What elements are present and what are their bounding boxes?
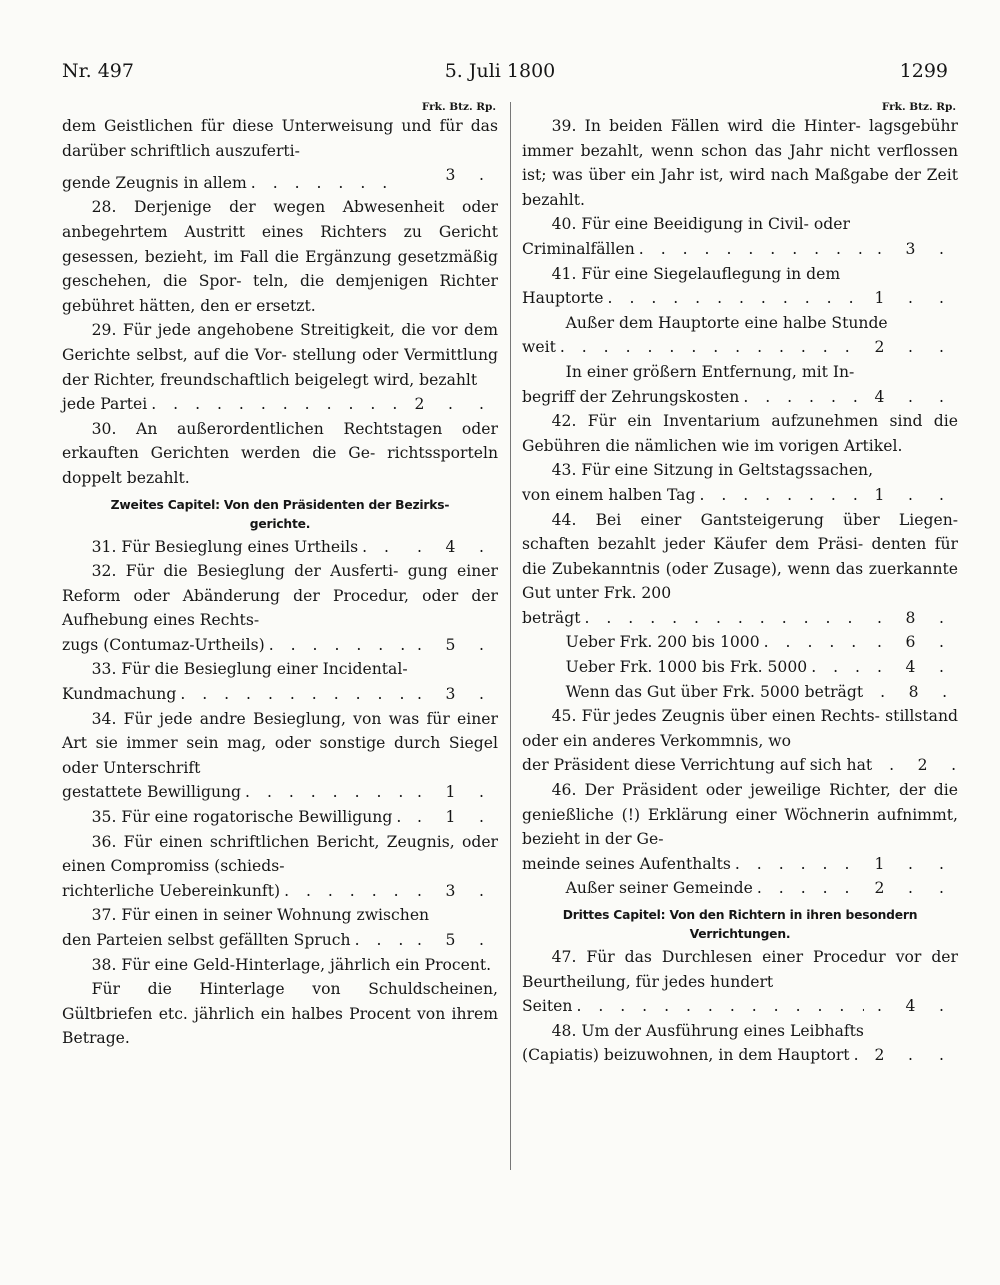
text-line: wenn das zuerkannte Gut unter Frk. 200 bbox=[522, 559, 958, 603]
amount-frk: 2 bbox=[414, 395, 425, 414]
amount-frk: . bbox=[889, 756, 895, 775]
text-line: freundschaftlich beigelegt wird, bezahlt bbox=[160, 370, 478, 389]
fee-article bbox=[62, 977, 498, 1051]
currency-header: Frk. Btz. Rp. bbox=[421, 101, 496, 113]
amount-frk: 4 bbox=[874, 387, 885, 406]
leader-dots bbox=[695, 483, 864, 508]
text-line: Wöchnerin aufnimmt, bezieht in der Ge- bbox=[522, 805, 958, 849]
amount-rp: . bbox=[479, 166, 484, 185]
amount-btz: 1 bbox=[445, 783, 456, 802]
leader-dots bbox=[731, 852, 864, 877]
fee-line bbox=[522, 852, 958, 877]
fee-line-text: jede Partei bbox=[62, 395, 148, 414]
chapter-heading bbox=[522, 906, 958, 944]
leader-dots bbox=[760, 630, 864, 655]
fee-amounts bbox=[404, 392, 498, 417]
leader-dots bbox=[351, 928, 404, 953]
amount-frk: . bbox=[417, 931, 422, 949]
amount-btz: 3 bbox=[445, 166, 456, 185]
leader-dots bbox=[176, 682, 404, 707]
fee-line bbox=[62, 535, 498, 560]
text-line: 47. Für das Durchlesen einer Procedur bbox=[551, 948, 886, 966]
fee-article bbox=[522, 1019, 958, 1044]
amount-frk bbox=[404, 163, 435, 188]
text-line: vor der Beurtheilung, für jedes hundert bbox=[522, 948, 958, 991]
fee-line-text: richterliche Uebereinkunft) bbox=[62, 881, 281, 900]
leader-dots bbox=[241, 780, 404, 805]
fee-line bbox=[62, 805, 498, 830]
text-line: richtssporteln doppelt bezahlt. bbox=[62, 444, 498, 487]
amount-btz: . bbox=[908, 289, 913, 308]
amount-btz: 3 bbox=[445, 881, 456, 900]
text-line: 40. Für eine Beeidigung in Civil- oder bbox=[551, 215, 850, 234]
amount-frk: . bbox=[417, 685, 422, 704]
leader-dots bbox=[280, 879, 404, 904]
fee-line bbox=[62, 163, 498, 195]
fee-article bbox=[62, 417, 498, 491]
fee-article bbox=[522, 311, 958, 336]
amount-rp: . bbox=[939, 879, 944, 898]
text-line: 33. Für die Besieglung einer Incidental- bbox=[91, 660, 408, 679]
amount-btz: 5 bbox=[445, 635, 456, 654]
leader-dots bbox=[604, 286, 864, 311]
amount-rp: . bbox=[939, 1046, 944, 1065]
amount-frk: 2 bbox=[874, 1046, 885, 1065]
fee-line-text: Seiten bbox=[522, 997, 573, 1016]
fee-article bbox=[522, 458, 958, 483]
amount-rp: . bbox=[939, 658, 944, 677]
leader-dots bbox=[753, 876, 864, 901]
leader-dots bbox=[580, 606, 864, 631]
fee-article bbox=[62, 953, 498, 978]
amount-btz: . bbox=[908, 485, 913, 504]
text-line: der die genießliche (!) Erklärung einer bbox=[522, 781, 958, 824]
amount-rp: . bbox=[479, 881, 484, 900]
fee-amounts bbox=[864, 852, 958, 877]
text-line: stellung oder Vermittlung der Richter, bbox=[62, 345, 498, 389]
amount-frk: . bbox=[417, 537, 422, 556]
amount-frk: 2 bbox=[874, 338, 885, 357]
fee-line bbox=[522, 286, 958, 311]
fee-line bbox=[522, 385, 958, 410]
amount-frk: . bbox=[877, 997, 882, 1016]
text-line: Jahr nicht verflossen ist; was über ein bbox=[522, 141, 958, 185]
currency-header: Frk. Btz. Rp. bbox=[881, 101, 956, 113]
text-line: oder anbegehrtem Austritt eines Richters bbox=[62, 198, 498, 241]
fee-amounts bbox=[404, 780, 498, 805]
amount-btz: 5 bbox=[445, 931, 456, 949]
amount-frk: . bbox=[417, 635, 422, 654]
amount-rp: . bbox=[939, 289, 944, 308]
text-line: 32. Für die Besieglung der Ausferti- bbox=[91, 562, 399, 581]
amount-frk: . bbox=[417, 881, 422, 900]
text-line: 45. Für jedes Zeugnis über einen Rechts- bbox=[551, 707, 880, 726]
leader-dots bbox=[358, 535, 404, 560]
column-divider bbox=[510, 102, 511, 1170]
fee-line-text: von einem halben Tag bbox=[522, 485, 696, 504]
amount-rp: . bbox=[479, 931, 484, 949]
fee-article bbox=[62, 195, 498, 318]
leader-dots bbox=[147, 392, 404, 417]
amount-btz: . bbox=[908, 1046, 913, 1065]
text-line: In einer größern Entfernung, mit In- bbox=[565, 362, 855, 381]
amount-btz: 4 bbox=[445, 537, 456, 556]
fee-amounts bbox=[864, 655, 958, 680]
amount-frk: . bbox=[877, 608, 882, 627]
leader-dots bbox=[247, 171, 404, 196]
fee-article bbox=[62, 114, 498, 163]
amount-frk: . bbox=[877, 658, 882, 677]
amount-btz: . bbox=[448, 395, 453, 414]
amount-rp: . bbox=[939, 338, 944, 357]
fee-line-text: der Präsident diese Verrichtung auf sich hat bbox=[522, 756, 873, 775]
fee-article bbox=[522, 778, 958, 852]
fee-line-text: begriff der Zehrungskosten bbox=[522, 387, 740, 406]
amount-rp: . bbox=[942, 682, 948, 701]
right-column bbox=[522, 100, 958, 1068]
amount-rp: . bbox=[479, 395, 484, 414]
amount-frk: . bbox=[417, 783, 422, 802]
amount-btz: 1 bbox=[445, 808, 456, 827]
text-line: Procedur, oder der Aufhebung eines Rechts- bbox=[62, 586, 498, 630]
fee-line-text: gestattete Bewilligung bbox=[62, 783, 242, 802]
fee-article bbox=[522, 114, 958, 212]
fee-amounts bbox=[864, 385, 958, 410]
fee-article bbox=[62, 903, 498, 928]
fee-amounts bbox=[404, 535, 498, 560]
page-number-right: 1299 bbox=[899, 60, 948, 82]
fee-amounts bbox=[404, 928, 498, 953]
text-line: 39. In beiden Fällen wird die Hinter- bbox=[551, 117, 861, 135]
text-line: 29. Für jede angehobene Streitigkeit, bbox=[91, 321, 395, 340]
fee-amounts bbox=[864, 994, 958, 1019]
amount-frk: . bbox=[880, 682, 886, 701]
fee-article bbox=[522, 360, 958, 385]
leader-dots bbox=[807, 655, 864, 680]
leader-dots bbox=[265, 633, 404, 658]
text-line: 36. Für einen schriftlichen Bericht, bbox=[91, 832, 380, 851]
fee-line-text: Wenn das Gut über Frk. 5000 beträgt bbox=[565, 682, 864, 701]
amount-btz: 3 bbox=[445, 685, 456, 704]
fee-line bbox=[62, 392, 498, 417]
fee-amounts bbox=[864, 286, 958, 311]
text-line: 30. An außerordentlichen Rechtstagen bbox=[91, 419, 443, 438]
fee-article bbox=[62, 318, 498, 392]
text-line: zu Gericht gesessen, bezieht, im Fall die bbox=[62, 222, 498, 266]
fee-article bbox=[522, 945, 958, 994]
fee-amounts bbox=[864, 483, 958, 508]
fee-line-text: 35. Für eine rogatorische Bewilligung bbox=[91, 808, 393, 827]
page-date: 5. Juli 1800 bbox=[444, 60, 556, 82]
chapter-heading-line: Zweites Capitel: Von den Präsidenten der Bezirks- bbox=[110, 497, 450, 512]
text-line: Zeugnis, oder einen Compromiss (schieds- bbox=[62, 832, 498, 876]
text-line: Gültbriefen etc. jährlich ein halbes Procent bbox=[62, 1004, 411, 1023]
amount-rp: . bbox=[939, 485, 944, 504]
fee-amounts bbox=[404, 805, 498, 830]
amount-frk: 2 bbox=[874, 879, 885, 898]
fee-amounts bbox=[864, 630, 958, 655]
text-line: gung einer Reform oder Abänderung der bbox=[62, 562, 498, 605]
amount-btz: . bbox=[908, 854, 913, 873]
amount-rp: . bbox=[939, 633, 944, 652]
fee-amounts bbox=[876, 753, 970, 778]
fee-line-text: Criminalfällen bbox=[522, 239, 635, 258]
amount-rp: . bbox=[479, 635, 484, 654]
amount-btz: 4 bbox=[905, 658, 916, 677]
text-line: denten für die Zubekanntnis (oder Zusage), bbox=[522, 535, 958, 578]
amount-rp: . bbox=[939, 387, 944, 406]
leader-dots bbox=[635, 237, 864, 262]
amount-frk: . bbox=[877, 239, 882, 258]
text-line: dem Geistlichen für diese Unterweisung bbox=[62, 117, 394, 135]
fee-article bbox=[522, 704, 958, 753]
text-line: teln, die demjenigen Richter gebühret hätten, bbox=[62, 272, 498, 315]
fee-amounts bbox=[864, 335, 958, 360]
text-line: oder erkauften Gerichten werden die Ge- bbox=[62, 419, 498, 463]
fee-line bbox=[62, 633, 498, 658]
text-line: 34. Für jede andre Besieglung, von bbox=[91, 709, 382, 728]
fee-article bbox=[522, 262, 958, 287]
fee-line bbox=[62, 879, 498, 904]
fee-article bbox=[522, 409, 958, 458]
amount-btz: 3 bbox=[905, 239, 916, 258]
amount-btz: . bbox=[908, 338, 913, 357]
text-line: 48. Um der Ausführung eines Leibhafts bbox=[551, 1021, 864, 1040]
fee-line-text: zugs (Contumaz-Urtheils) bbox=[62, 635, 265, 654]
text-line: 38. Für eine Geld-Hinterlage, jährlich bbox=[91, 955, 391, 974]
fee-amounts bbox=[867, 680, 961, 705]
amount-rp: . bbox=[951, 756, 957, 775]
text-line: ein Procent. bbox=[395, 955, 492, 974]
fee-article bbox=[62, 707, 498, 781]
fee-line bbox=[522, 606, 958, 631]
text-line: und für das darüber schriftlich auszuferti- bbox=[62, 117, 498, 160]
text-line: Ergänzung gesetzmäßig geschehen, die Spor- bbox=[62, 247, 498, 291]
amount-btz: 8 bbox=[908, 682, 919, 701]
text-line: 28. Derjenige der wegen Abwesenheit bbox=[91, 198, 445, 217]
leader-dots bbox=[572, 994, 864, 1019]
fee-article bbox=[62, 559, 498, 633]
fee-line bbox=[522, 655, 958, 680]
amount-frk: 1 bbox=[874, 485, 885, 504]
fee-line-text: weit bbox=[522, 338, 556, 357]
text-line: die vor dem Gerichte selbst, auf die Vor- bbox=[62, 321, 498, 364]
text-line: oder sonstige durch Siegel oder Unterschrift bbox=[62, 734, 498, 777]
fee-line bbox=[522, 680, 958, 705]
amount-btz: 4 bbox=[905, 997, 916, 1016]
text-line: 41. Für eine Siegelauflegung in dem bbox=[551, 264, 841, 283]
fee-line-text: beträgt bbox=[522, 608, 581, 627]
text-line: Außer dem Hauptorte eine halbe Stunde bbox=[565, 313, 888, 332]
amount-rp: . bbox=[479, 685, 484, 704]
fee-line bbox=[522, 483, 958, 508]
text-line: lagsgebühr immer bezahlt, wenn schon das bbox=[522, 117, 958, 160]
fee-article bbox=[62, 657, 498, 682]
text-line: stillstand oder ein anderes Verkommnis, wo bbox=[522, 707, 958, 750]
amount-frk: . bbox=[877, 633, 882, 652]
fee-amounts bbox=[864, 606, 958, 631]
text-line: 42. Für ein Inventarium aufzunehmen bbox=[551, 412, 879, 431]
amount-btz: . bbox=[908, 879, 913, 898]
fee-line bbox=[62, 682, 498, 707]
leader-dots bbox=[556, 335, 864, 360]
chapter-heading-line: gerichte. bbox=[249, 516, 311, 531]
amount-btz: 8 bbox=[905, 608, 916, 627]
text-line: 44. Bei einer Gantsteigerung über Liegen- bbox=[551, 510, 958, 529]
fee-line-text: gende Zeugnis in allem bbox=[62, 173, 247, 192]
fee-line bbox=[522, 753, 958, 778]
leader-dots bbox=[739, 385, 864, 410]
text-line: sind die Gebühren die nämlichen wie im bbox=[522, 412, 958, 455]
amount-frk: . bbox=[417, 808, 422, 827]
amount-rp: . bbox=[939, 854, 944, 873]
text-line: bezahlt. bbox=[522, 190, 585, 209]
fee-amounts bbox=[864, 1043, 958, 1068]
fee-line bbox=[522, 876, 958, 901]
fee-article bbox=[62, 830, 498, 879]
amount-rp: . bbox=[479, 783, 484, 802]
fee-amounts bbox=[404, 879, 498, 904]
fee-line-text: Kundmachung bbox=[62, 685, 177, 704]
text-line: von ihrem Betrage. bbox=[62, 1004, 499, 1048]
text-line: was für einer Art sie immer sein mag, bbox=[62, 709, 498, 753]
text-line: 46. Der Präsident oder jeweilige Richter, bbox=[551, 781, 891, 800]
fee-line bbox=[62, 780, 498, 805]
fee-amounts bbox=[404, 682, 498, 707]
amount-rp: . bbox=[939, 608, 944, 627]
fee-line bbox=[62, 928, 498, 953]
amount-frk: 1 bbox=[874, 854, 885, 873]
fee-line-text: 31. Für Besieglung eines Urtheils bbox=[91, 537, 359, 556]
text-line: 43. Für eine Sitzung in Geltstagssachen, bbox=[551, 461, 874, 480]
fee-line bbox=[522, 237, 958, 262]
amount-btz: 2 bbox=[917, 756, 928, 775]
amount-btz: 6 bbox=[905, 633, 916, 652]
page-number-left: Nr. 497 bbox=[62, 60, 134, 82]
text-line: vorigen Artikel. bbox=[778, 436, 903, 455]
fee-amounts bbox=[404, 633, 498, 658]
fee-amounts bbox=[404, 163, 498, 188]
text-line: schaften bezahlt jeder Käufer dem Präsi- bbox=[522, 535, 864, 554]
fee-line-text: Außer seiner Gemeinde bbox=[565, 879, 753, 898]
fee-line bbox=[522, 335, 958, 360]
fee-line-text: Hauptorte bbox=[522, 289, 604, 308]
fee-line bbox=[522, 994, 958, 1019]
fee-amounts bbox=[864, 237, 958, 262]
text-line: 37. Für einen in seiner Wohnung zwischen bbox=[91, 906, 430, 925]
amount-rp: . bbox=[939, 239, 944, 258]
leader-dots bbox=[850, 1043, 864, 1068]
text-line: Für die Hinterlage von Schuldscheinen, bbox=[91, 980, 498, 999]
fee-line-text: Ueber Frk. 200 bis 1000 bbox=[565, 633, 760, 652]
amount-frk: 1 bbox=[874, 289, 885, 308]
leader-dots bbox=[392, 805, 404, 830]
fee-line bbox=[522, 630, 958, 655]
amount-rp: . bbox=[479, 808, 484, 827]
fee-line-text: Ueber Frk. 1000 bis Frk. 5000 bbox=[565, 658, 808, 677]
chapter-heading-line: Verrichtungen. bbox=[689, 927, 791, 941]
amount-btz: . bbox=[908, 387, 913, 406]
fee-article bbox=[522, 212, 958, 237]
amount-rp: . bbox=[939, 997, 944, 1016]
left-column bbox=[62, 100, 498, 1051]
chapter-heading bbox=[62, 496, 498, 534]
fee-line-text: den Parteien selbst gefällten Spruch bbox=[62, 931, 351, 949]
fee-article bbox=[522, 508, 958, 606]
amount-rp: . bbox=[479, 537, 484, 556]
text-line: Jahr ist, wird nach Maßgabe der Zeit bbox=[660, 166, 958, 185]
fee-line-text: meinde seines Aufenthalts bbox=[522, 854, 731, 873]
chapter-heading-line: Drittes Capitel: Von den Richtern in ihren besondern bbox=[562, 908, 918, 922]
fee-line-text: (Capiatis) beizuwohnen, in dem Hauptort bbox=[522, 1046, 850, 1065]
text-line: den er ersetzt. bbox=[200, 296, 316, 315]
fee-line bbox=[522, 1043, 958, 1068]
fee-amounts bbox=[864, 876, 958, 901]
